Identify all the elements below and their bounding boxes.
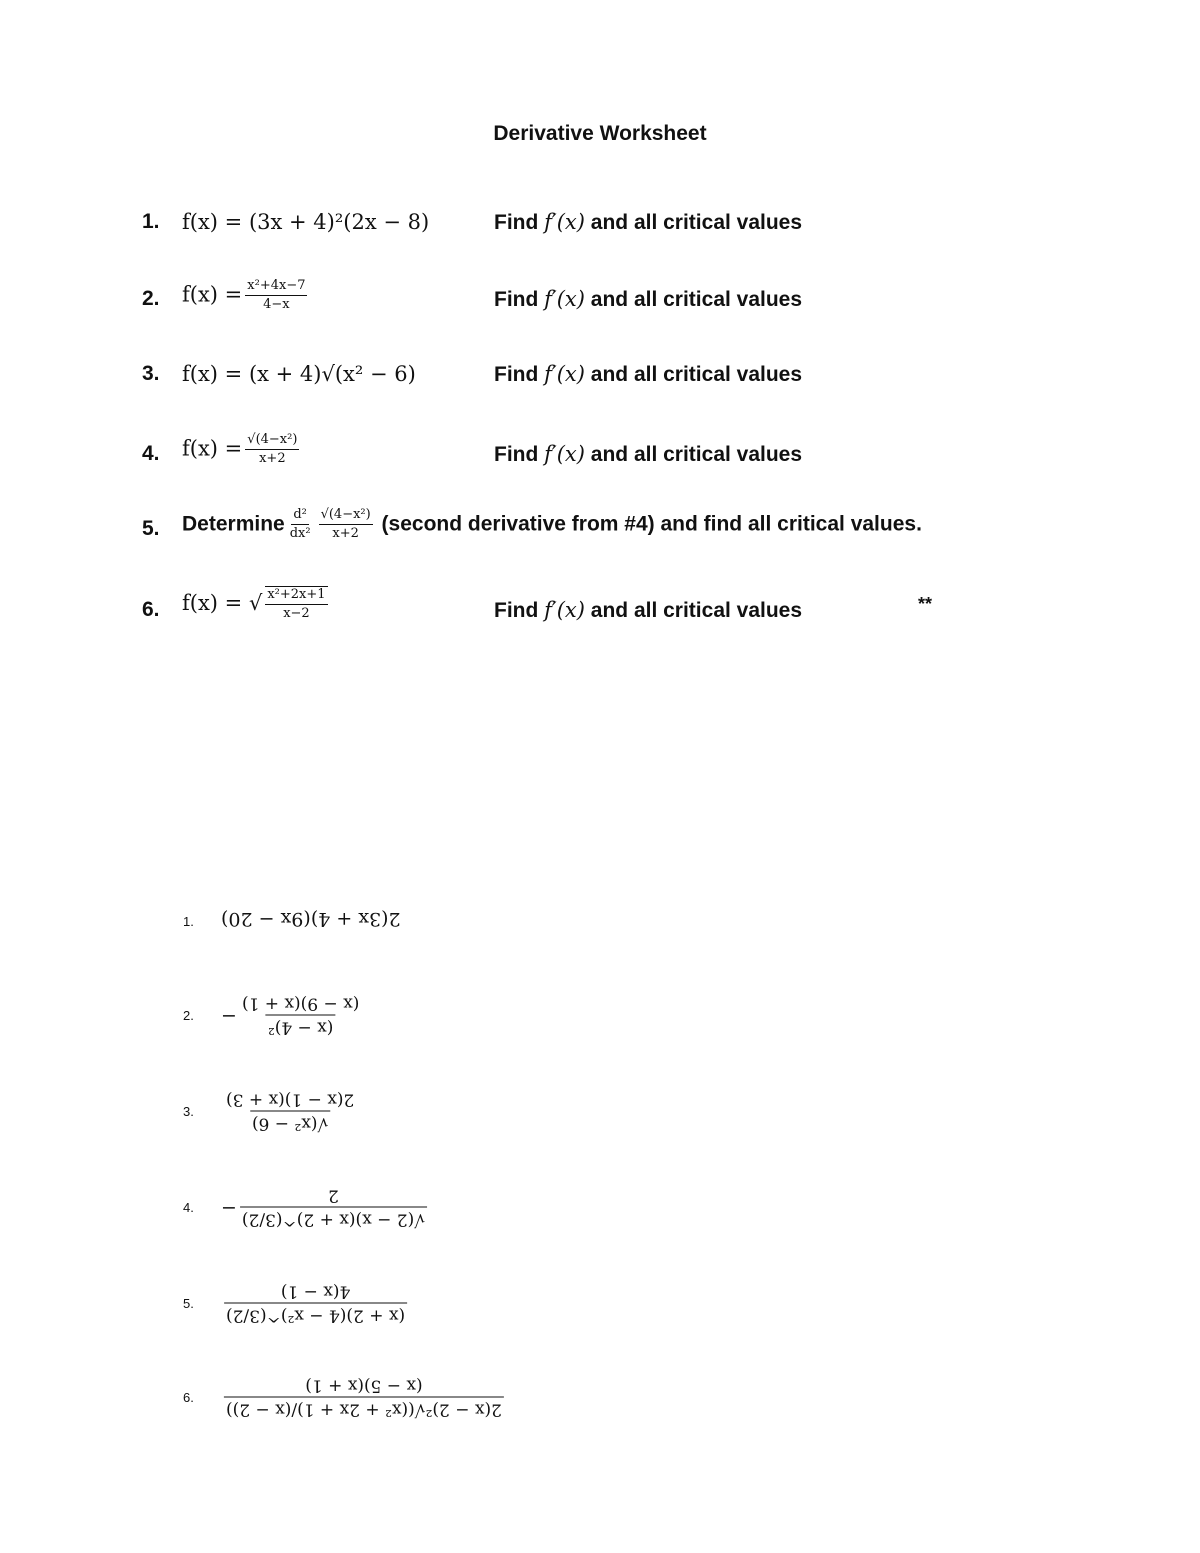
answer-number: 1. (183, 914, 194, 929)
answer-5 (183, 1280, 583, 1340)
numerator: 2(x − 2)²√((x² + 2x + 1)/(x − 2)) (224, 1396, 504, 1419)
numerator: √(x² − 6) (250, 1110, 330, 1133)
problem-5 (142, 507, 962, 567)
fraction (224, 1280, 407, 1326)
answer-1 (183, 908, 583, 968)
answer-number: 5. (183, 1296, 194, 1311)
numerator: d² (291, 507, 309, 525)
find-label: Find (494, 288, 545, 311)
denominator: x+2 (259, 451, 286, 467)
problem-4 (142, 432, 962, 492)
problem-1 (142, 210, 962, 270)
answer-2 (183, 992, 583, 1052)
problem-3 (142, 362, 962, 422)
denominator: 2(x − 1)(x + 3) (226, 1089, 355, 1110)
fraction (245, 278, 307, 314)
problem-2 (142, 278, 962, 338)
derivative-notation: f′(x) (544, 362, 585, 386)
find-suffix: and all critical values (584, 211, 803, 234)
minus-sign: − (221, 1004, 237, 1027)
denominator: x+2 (332, 526, 359, 542)
problem-6 (142, 586, 962, 646)
minus-sign: − (221, 1196, 237, 1219)
problem-expression: f(x) = (3x + 4)²(2x − 8) (182, 210, 430, 234)
find-suffix: and all critical values (584, 443, 803, 466)
function-lhs: f(x) = (182, 282, 243, 307)
problem-expression (182, 586, 331, 623)
star-marker: ** (918, 594, 933, 614)
fraction (224, 1374, 504, 1420)
problem-number: 3. (142, 362, 160, 385)
problem-number: 5. (142, 517, 160, 540)
answer-6 (183, 1374, 583, 1434)
function-lhs: f(x) = √ (182, 590, 263, 615)
problem-number: 4. (142, 442, 160, 465)
problem-instruction (494, 598, 802, 623)
problem-expression (182, 432, 302, 468)
problem-number: 2. (142, 287, 160, 310)
derivative-notation: f′(x) (544, 210, 585, 234)
find-suffix: and all critical values (584, 363, 803, 386)
problem-expression: f(x) = (x + 4)√(x² − 6) (182, 362, 416, 386)
denominator: dx² (289, 526, 311, 542)
answer-expression (221, 1184, 430, 1230)
derivative-operator (288, 507, 313, 543)
fraction (240, 992, 361, 1038)
fraction (224, 1088, 356, 1134)
answer-3 (183, 1088, 583, 1148)
numerator: x²+4x−7 (245, 278, 307, 296)
numerator: √(4−x²) (245, 432, 299, 450)
page-title: Derivative Worksheet (493, 122, 707, 145)
numerator: (x + 2)(4 − x²)^(3/2) (224, 1302, 407, 1325)
problem-expression (182, 507, 922, 543)
find-label: Find (494, 211, 545, 234)
numerator: √(2 − x)(x + 2)^(3/2) (240, 1206, 427, 1229)
find-label: Find (494, 599, 545, 622)
fraction (265, 586, 327, 623)
denominator: 4(x − 1) (280, 1281, 351, 1302)
denominator: x−2 (283, 606, 310, 622)
problem-instruction (494, 210, 802, 235)
answer-number: 4. (183, 1200, 194, 1215)
find-suffix: and all critical values (584, 288, 803, 311)
problem-instruction (494, 442, 802, 467)
find-label: Find (494, 443, 545, 466)
denominator: 4−x (263, 297, 290, 313)
numerator: (x − 4)² (266, 1014, 336, 1037)
fraction (319, 507, 373, 543)
problem-instruction: (second derivative from #4) and find all critical values. (375, 512, 922, 536)
derivative-notation: f′(x) (544, 287, 585, 311)
answer-key (183, 900, 583, 1440)
problem-number: 1. (142, 210, 160, 233)
denominator: 2 (328, 1185, 339, 1206)
problem-number: 6. (142, 598, 160, 621)
denominator: (x − 9)(x + 1) (241, 993, 360, 1014)
problem-instruction (494, 362, 802, 387)
answer-expression (221, 992, 364, 1038)
problem-instruction (494, 287, 802, 312)
derivative-notation: f′(x) (544, 598, 585, 622)
numerator: x²+2x+1 (265, 587, 327, 605)
find-suffix: and all critical values (584, 599, 803, 622)
find-label: Find (494, 363, 545, 386)
answer-number: 6. (183, 1390, 194, 1405)
function-lhs: f(x) = (182, 436, 243, 461)
denominator: (x − 5)(x + 1) (305, 1375, 423, 1396)
answer-expression (221, 1374, 507, 1420)
numerator: √(4−x²) (319, 507, 373, 525)
fraction (240, 1184, 427, 1230)
derivative-notation: f′(x) (544, 442, 585, 466)
answer-4 (183, 1184, 583, 1244)
determine-label: Determine (182, 512, 285, 536)
fraction (245, 432, 299, 468)
answer-expression: 2(3x + 4)(9x − 20) (221, 908, 401, 930)
answer-expression (221, 1088, 359, 1134)
answer-number: 2. (183, 1008, 194, 1023)
answer-number: 3. (183, 1104, 194, 1119)
problem-expression (182, 278, 310, 314)
answer-expression (221, 1280, 410, 1326)
